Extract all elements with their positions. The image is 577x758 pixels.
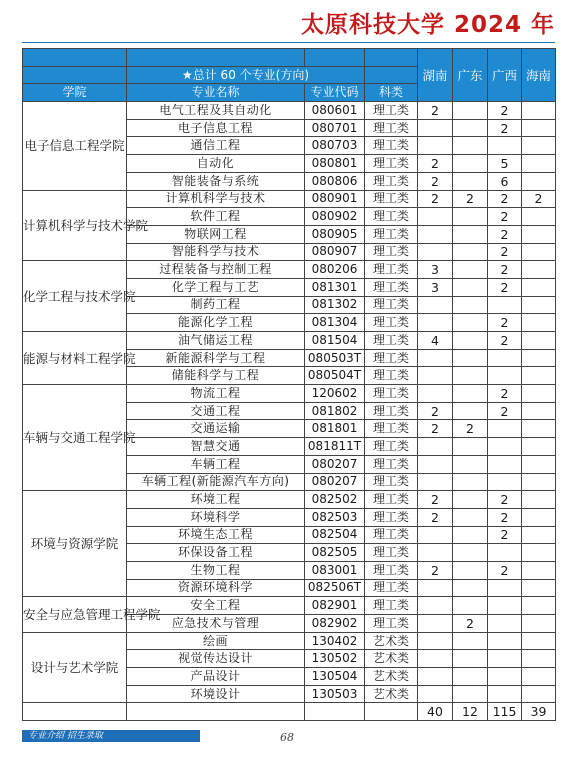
plan-count <box>453 668 488 686</box>
plan-count: 2 <box>488 561 522 579</box>
plan-count <box>522 455 556 473</box>
plan-count <box>522 526 556 544</box>
plan-count <box>453 597 488 615</box>
plan-count <box>453 685 488 703</box>
plan-count <box>488 650 522 668</box>
plan-count <box>453 544 488 562</box>
category: 理工类 <box>365 385 418 403</box>
category: 理工类 <box>365 225 418 243</box>
plan-count <box>453 261 488 279</box>
plan-count <box>453 402 488 420</box>
major-code: 080503T <box>305 349 365 367</box>
plan-count <box>418 208 453 226</box>
plan-count: 2 <box>488 314 522 332</box>
title-rule <box>22 42 555 43</box>
plan-count: 2 <box>488 278 522 296</box>
plan-count <box>418 119 453 137</box>
plan-count: 2 <box>418 508 453 526</box>
category: 理工类 <box>365 190 418 208</box>
category: 艺术类 <box>365 632 418 650</box>
category: 理工类 <box>365 597 418 615</box>
major-code: 080901 <box>305 190 365 208</box>
major-code: 120602 <box>305 385 365 403</box>
plan-count <box>418 296 453 314</box>
category: 理工类 <box>365 102 418 120</box>
plan-count: 2 <box>488 402 522 420</box>
category: 理工类 <box>365 420 418 438</box>
major-code: 130502 <box>305 650 365 668</box>
plan-count: 2 <box>522 190 556 208</box>
major-code: 080207 <box>305 455 365 473</box>
category: 理工类 <box>365 119 418 137</box>
major-code: 083001 <box>305 561 365 579</box>
major-name: 车辆工程(新能源汽车方向) <box>127 473 305 491</box>
major-name: 产品设计 <box>127 668 305 686</box>
major-code: 080806 <box>305 172 365 190</box>
plan-count <box>418 526 453 544</box>
plan-count <box>488 668 522 686</box>
plan-count <box>418 668 453 686</box>
plan-count <box>522 668 556 686</box>
major-code: 080701 <box>305 119 365 137</box>
plan-count: 5 <box>488 155 522 173</box>
plan-count <box>488 367 522 385</box>
footer-text: 专业介绍 招生录取 <box>28 731 103 741</box>
college-name: 能源与材料工程学院 <box>23 332 127 385</box>
major-code: 080801 <box>305 155 365 173</box>
plan-count <box>522 385 556 403</box>
major-name: 通信工程 <box>127 137 305 155</box>
plan-count <box>522 561 556 579</box>
category: 理工类 <box>365 615 418 633</box>
category: 艺术类 <box>365 650 418 668</box>
major-name: 软件工程 <box>127 208 305 226</box>
plan-count <box>488 579 522 597</box>
plan-count <box>453 332 488 350</box>
category: 理工类 <box>365 491 418 509</box>
totals-row <box>23 703 556 721</box>
category: 理工类 <box>365 137 418 155</box>
plan-count <box>418 438 453 456</box>
category: 理工类 <box>365 172 418 190</box>
major-name: 安全工程 <box>127 597 305 615</box>
plan-count <box>453 119 488 137</box>
plan-count <box>488 615 522 633</box>
major-name: 制药工程 <box>127 296 305 314</box>
plan-count <box>488 544 522 562</box>
category: 理工类 <box>365 526 418 544</box>
college-name: 车辆与交通工程学院 <box>23 385 127 491</box>
plan-count: 2 <box>488 190 522 208</box>
category: 理工类 <box>365 579 418 597</box>
plan-count: 2 <box>418 102 453 120</box>
plan-count <box>453 225 488 243</box>
major-code: 130503 <box>305 685 365 703</box>
major-name: 视觉传达设计 <box>127 650 305 668</box>
plan-count <box>418 632 453 650</box>
major-name: 环境设计 <box>127 685 305 703</box>
province-header: 湖南 <box>418 49 453 102</box>
plan-count <box>453 632 488 650</box>
major-code: 080206 <box>305 261 365 279</box>
plan-count <box>418 615 453 633</box>
plan-count <box>522 367 556 385</box>
major-code: 082504 <box>305 526 365 544</box>
major-name: 交通工程 <box>127 402 305 420</box>
category: 理工类 <box>365 473 418 491</box>
major-name: 智能装备与系统 <box>127 172 305 190</box>
plan-count <box>522 102 556 120</box>
major-code: 082505 <box>305 544 365 562</box>
plan-count: 3 <box>418 278 453 296</box>
plan-count: 2 <box>418 155 453 173</box>
major-code: 082502 <box>305 491 365 509</box>
plan-count: 2 <box>488 508 522 526</box>
plan-count: 2 <box>418 402 453 420</box>
major-name: 自动化 <box>127 155 305 173</box>
major-code: 081504 <box>305 332 365 350</box>
plan-count: 2 <box>418 491 453 509</box>
category: 艺术类 <box>365 668 418 686</box>
total-count: 12 <box>453 703 488 721</box>
page-number: 68 <box>280 731 294 744</box>
major-code: 081301 <box>305 278 365 296</box>
plan-count <box>488 296 522 314</box>
plan-count <box>522 420 556 438</box>
plan-count <box>418 597 453 615</box>
major-name: 电气工程及其自动化 <box>127 102 305 120</box>
category: 艺术类 <box>365 685 418 703</box>
table-row <box>23 332 556 350</box>
category: 理工类 <box>365 508 418 526</box>
plan-count: 2 <box>488 225 522 243</box>
plan-count <box>453 137 488 155</box>
plan-count <box>522 119 556 137</box>
total-majors-label: ★总计 60 个专业(方向) <box>127 66 365 84</box>
major-column-header: 专业名称 <box>127 84 305 102</box>
plan-count: 6 <box>488 172 522 190</box>
major-name: 智慧交通 <box>127 438 305 456</box>
plan-count <box>488 685 522 703</box>
plan-count <box>453 155 488 173</box>
province-header: 海南 <box>522 49 556 102</box>
table-row <box>23 190 556 208</box>
plan-count <box>488 349 522 367</box>
major-name: 物联网工程 <box>127 225 305 243</box>
plan-count <box>418 367 453 385</box>
plan-count <box>453 455 488 473</box>
category: 理工类 <box>365 438 418 456</box>
plan-count <box>453 102 488 120</box>
major-code: 080601 <box>305 102 365 120</box>
plan-count <box>488 455 522 473</box>
plan-count <box>418 650 453 668</box>
college-name: 设计与艺术学院 <box>23 632 127 703</box>
plan-count <box>453 349 488 367</box>
plan-count <box>522 172 556 190</box>
plan-count <box>418 225 453 243</box>
plan-count <box>488 420 522 438</box>
plan-count <box>522 243 556 261</box>
province-header: 广东 <box>453 49 488 102</box>
plan-count <box>522 632 556 650</box>
category: 理工类 <box>365 208 418 226</box>
plan-count <box>418 314 453 332</box>
major-name: 资源环境科学 <box>127 579 305 597</box>
plan-count: 4 <box>418 332 453 350</box>
total-count: 39 <box>522 703 556 721</box>
major-code: 080907 <box>305 243 365 261</box>
plan-count <box>522 225 556 243</box>
major-name: 过程装备与控制工程 <box>127 261 305 279</box>
plan-count <box>453 208 488 226</box>
plan-count <box>522 615 556 633</box>
plan-count: 2 <box>488 491 522 509</box>
category: 理工类 <box>365 261 418 279</box>
plan-count <box>522 155 556 173</box>
plan-count <box>488 597 522 615</box>
college-name: 安全与应急管理工程学院 <box>23 597 127 632</box>
category: 理工类 <box>365 278 418 296</box>
plan-count <box>418 544 453 562</box>
plan-count: 2 <box>418 420 453 438</box>
major-name: 油气储运工程 <box>127 332 305 350</box>
plan-count <box>522 650 556 668</box>
plan-count <box>418 685 453 703</box>
plan-count: 2 <box>488 208 522 226</box>
plan-count <box>418 473 453 491</box>
plan-count <box>418 137 453 155</box>
plan-count: 3 <box>418 261 453 279</box>
major-name: 应急技术与管理 <box>127 615 305 633</box>
plan-count <box>522 579 556 597</box>
plan-count <box>418 385 453 403</box>
major-name: 交通运输 <box>127 420 305 438</box>
plan-count: 2 <box>488 332 522 350</box>
category: 理工类 <box>365 243 418 261</box>
major-code: 082901 <box>305 597 365 615</box>
college-name: 环境与资源学院 <box>23 491 127 597</box>
major-name: 智能科学与技术 <box>127 243 305 261</box>
table-row <box>23 632 556 650</box>
college-name: 计算机科学与技术学院 <box>23 190 127 261</box>
plan-count <box>453 526 488 544</box>
plan-count <box>453 473 488 491</box>
plan-count <box>522 261 556 279</box>
plan-count <box>453 579 488 597</box>
major-code: 081304 <box>305 314 365 332</box>
major-code: 080902 <box>305 208 365 226</box>
plan-count <box>453 438 488 456</box>
page-title: 太原科技大学 2024 年 <box>300 12 555 38</box>
major-name: 环境生态工程 <box>127 526 305 544</box>
major-name: 计算机科学与技术 <box>127 190 305 208</box>
plan-count: 2 <box>453 420 488 438</box>
plan-count <box>488 137 522 155</box>
plan-count <box>488 473 522 491</box>
plan-count <box>453 385 488 403</box>
plan-count <box>453 561 488 579</box>
college-name: 电子信息工程学院 <box>23 102 127 190</box>
plan-count <box>522 278 556 296</box>
college-column-header: 学院 <box>23 84 127 102</box>
plan-count <box>522 332 556 350</box>
table-row <box>23 491 556 509</box>
code-column-header: 专业代码 <box>305 84 365 102</box>
category: 理工类 <box>365 332 418 350</box>
plan-count: 2 <box>488 243 522 261</box>
plan-count <box>418 455 453 473</box>
major-name: 电子信息工程 <box>127 119 305 137</box>
major-code: 080207 <box>305 473 365 491</box>
major-code: 082503 <box>305 508 365 526</box>
major-name: 车辆工程 <box>127 455 305 473</box>
category: 理工类 <box>365 349 418 367</box>
major-code: 080905 <box>305 225 365 243</box>
plan-count <box>418 243 453 261</box>
major-name: 生物工程 <box>127 561 305 579</box>
category: 理工类 <box>365 544 418 562</box>
plan-count <box>453 491 488 509</box>
category: 理工类 <box>365 402 418 420</box>
table-row <box>23 261 556 279</box>
table-row <box>23 385 556 403</box>
plan-count: 2 <box>453 615 488 633</box>
category: 理工类 <box>365 455 418 473</box>
major-code: 081802 <box>305 402 365 420</box>
major-name: 化学工程与工艺 <box>127 278 305 296</box>
table-row <box>23 597 556 615</box>
plan-count <box>522 314 556 332</box>
plan-count: 2 <box>488 102 522 120</box>
plan-count <box>453 650 488 668</box>
major-name: 绘画 <box>127 632 305 650</box>
plan-count <box>522 349 556 367</box>
plan-count <box>522 402 556 420</box>
plan-count <box>453 508 488 526</box>
plan-count <box>488 438 522 456</box>
plan-count <box>522 544 556 562</box>
plan-count <box>453 314 488 332</box>
total-count: 115 <box>488 703 522 721</box>
plan-count: 2 <box>418 172 453 190</box>
plan-count <box>522 296 556 314</box>
plan-count: 2 <box>488 385 522 403</box>
plan-count <box>522 208 556 226</box>
plan-count: 2 <box>488 261 522 279</box>
plan-count <box>418 349 453 367</box>
plan-count <box>453 172 488 190</box>
plan-count <box>522 137 556 155</box>
plan-count <box>522 597 556 615</box>
province-header: 广西 <box>488 49 522 102</box>
major-code: 080504T <box>305 367 365 385</box>
header-row-top <box>23 49 556 67</box>
plan-count: 2 <box>488 526 522 544</box>
plan-count <box>522 491 556 509</box>
plan-count <box>453 367 488 385</box>
category: 理工类 <box>365 296 418 314</box>
major-name: 环保设备工程 <box>127 544 305 562</box>
major-code: 080703 <box>305 137 365 155</box>
plan-count <box>453 278 488 296</box>
category: 理工类 <box>365 561 418 579</box>
major-code: 081811T <box>305 438 365 456</box>
plan-count <box>418 579 453 597</box>
major-code: 081801 <box>305 420 365 438</box>
total-count: 40 <box>418 703 453 721</box>
major-code: 082506T <box>305 579 365 597</box>
category: 理工类 <box>365 314 418 332</box>
major-name: 能源化学工程 <box>127 314 305 332</box>
plan-count <box>522 685 556 703</box>
plan-count: 2 <box>418 190 453 208</box>
plan-count <box>488 632 522 650</box>
category: 理工类 <box>365 367 418 385</box>
plan-count <box>522 473 556 491</box>
major-code: 081302 <box>305 296 365 314</box>
major-code: 082902 <box>305 615 365 633</box>
major-name: 新能源科学与工程 <box>127 349 305 367</box>
college-name: 化学工程与技术学院 <box>23 261 127 332</box>
category-column-header: 科类 <box>365 84 418 102</box>
major-name: 物流工程 <box>127 385 305 403</box>
category: 理工类 <box>365 155 418 173</box>
major-name: 储能科学与工程 <box>127 367 305 385</box>
table-row <box>23 102 556 120</box>
plan-count <box>522 508 556 526</box>
major-code: 130504 <box>305 668 365 686</box>
admission-plan-table <box>22 48 556 721</box>
plan-count: 2 <box>453 190 488 208</box>
plan-count: 2 <box>488 119 522 137</box>
plan-count <box>522 438 556 456</box>
plan-count <box>453 243 488 261</box>
plan-count: 2 <box>418 561 453 579</box>
major-name: 环境科学 <box>127 508 305 526</box>
major-name: 环境工程 <box>127 491 305 509</box>
plan-count <box>453 296 488 314</box>
major-code: 130402 <box>305 632 365 650</box>
